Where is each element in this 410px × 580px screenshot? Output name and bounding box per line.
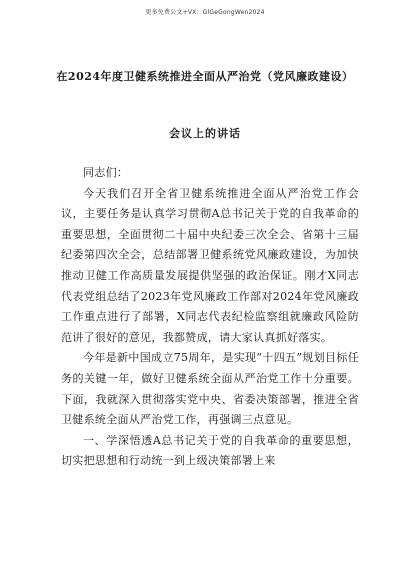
- body-paragraph: 今天我们召开全省卫健系统推进全面从严治党工作会议，主要任务是认真学习贯彻A总书记关于党的自我革命的重要思想，全面贯彻二十届中央纪委三次全会、省第十三届纪委第四次全会，总结部署卫健系统党风廉政建设，为加快推动卫健工作高质量发展提供坚强的政治保证。刚才X同志代表党组总结了2023年党风廉政工作部对2024年党风廉政工作重点进行了部署，X同志代表纪检监察组就廉政风险防范讲了很好的意见，我都赞成，请大家认真抓好落实。: [61, 186, 359, 344]
- document-body: [61, 163, 359, 472]
- document-title: 在2024年度卫健系统推进全面从严治党（党风廉政建设）: [56, 70, 354, 83]
- section-heading: 一、学深悟透A总书记关于党的自我革命的重要思想，切实把思想和行动统一到上级决策部署上来: [61, 433, 359, 468]
- document-subtitle: 会议上的讲话: [169, 127, 241, 140]
- body-paragraph: 今年是新中国成立75周年，是实现“十四五”规划目标任务的关键一年，做好卫健系统全面从严治党工作十分重要。下面，我就深入贯彻落实党中央、省委决策部署，推进全省卫健系统全面从严治党工作，再强调三点意见。: [61, 351, 359, 427]
- header-note: 更多免费公文+VX：GlGeGongWen2024: [145, 9, 265, 16]
- salutation: 同志们：: [83, 166, 129, 179]
